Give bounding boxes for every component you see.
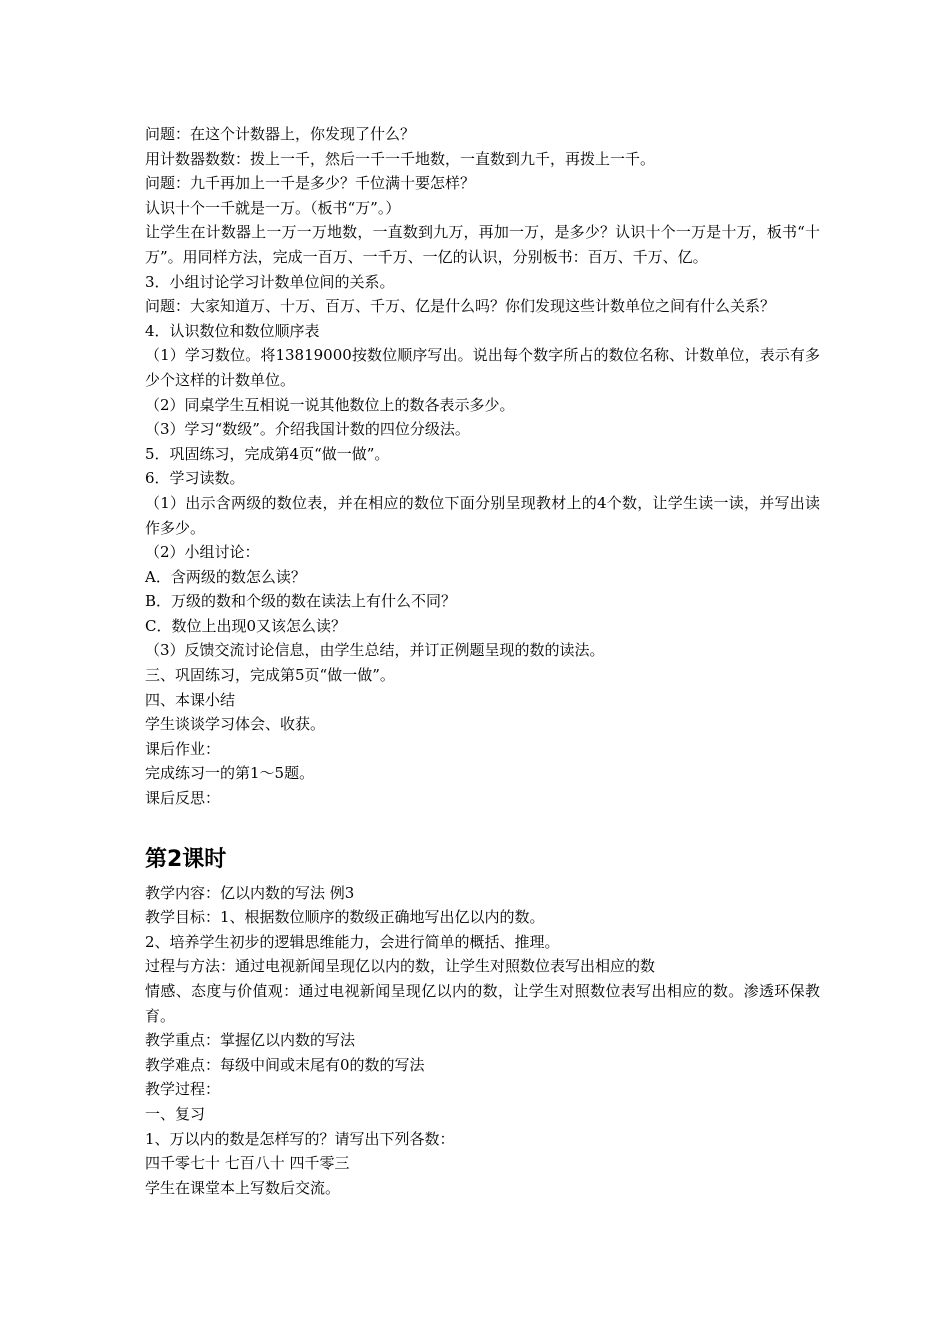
text-line: （3）反馈交流讨论信息，由学生总结，并订正例题呈现的数的读法。 (145, 641, 605, 660)
text-line: 4．认识数位和数位顺序表 (145, 321, 320, 340)
text-line: 学生在课堂本上写数后交流。 (145, 1178, 341, 1197)
text-line: 四千零七十 七百八十 四千零三 (145, 1154, 350, 1173)
text-line: 问题：在这个计数器上，你发现了什么？ (145, 125, 416, 143)
text-line: 三、巩固练习，完成第5页“做一做”。 (145, 666, 395, 685)
text-line: 完成练习一的第1～5题。 (145, 764, 315, 783)
text-line: 课后反思： (145, 789, 221, 808)
text-line: 认识十个一千就是一万。（板书“万”。） (145, 198, 401, 217)
lesson-heading: 第2课时 (145, 846, 227, 872)
text-line: 问题：九千再加上一千是多少？千位满十要怎样？ (145, 174, 476, 193)
text-line: 一、复习 (145, 1104, 206, 1123)
text-line: （1）出示含两级的数位表，并在相应的数位下面分别呈现教材上的4个数，让学生读一读，并写出读作多少。 (145, 493, 820, 537)
text-line: 情感、态度与价值观：通过电视新闻呈现亿以内的数，让学生对照数位表写出相应的数。渗透环保教育。 (145, 982, 820, 1025)
text-line: 教学内容：亿以内数的写法 例3 (145, 883, 355, 902)
text-line: （1）学习数位。将13819000按数位顺序写出。说出每个数字所占的数位名称、计数单位，表示有多少个这样的计数单位。 (145, 346, 820, 389)
text-line: 课后作业： (145, 739, 221, 758)
text-line: 教学过程： (145, 1080, 221, 1099)
text-line: 问题：大家知道万、十万、百万、千万、亿是什么吗？你们发现这些计数单位之间有什么关系？ (145, 297, 776, 316)
text-line: 3．小组讨论学习计数单位间的关系。 (145, 272, 395, 291)
text-line: 6．学习读数。 (145, 469, 245, 488)
text-line: 四、本课小结 (145, 690, 236, 709)
text-line: （3）学习“数级”。介绍我国计数的四位分级法。 (145, 420, 470, 439)
text-line: 让学生在计数器上一万一万地数，一直数到九万，再加一万，是多少？认识十个一万是十万，板书“十万”。用同样方法，完成一百万、一千万、一亿的认识，分别板书：百万、千万、亿。 (145, 223, 820, 266)
text-line: 过程与方法：通过电视新闻呈现亿以内的数，让学生对照数位表写出相应的数 (145, 957, 656, 976)
text-line: 5．巩固练习，完成第4页“做一做”。 (145, 444, 390, 463)
document-body (145, 122, 820, 1200)
text-line: 教学目标：1、根据数位顺序的数级正确地写出亿以内的数。 (145, 908, 545, 927)
text-line: 教学重点：掌握亿以内数的写法 (145, 1031, 356, 1050)
text-line: B．万级的数和个级的数在读法上有什么不同？ (145, 592, 457, 611)
text-line: 学生谈谈学习体会、收获。 (145, 715, 326, 734)
text-line: A．含两级的数怎么读？ (145, 567, 306, 586)
text-line: 2、培养学生初步的逻辑思维能力，会进行简单的概括、推理。 (145, 932, 560, 951)
text-line: 教学难点：每级中间或末尾有0的数的写法 (145, 1055, 425, 1074)
text-line: 1、万以内的数是怎样写的？请写出下列各数： (145, 1129, 455, 1148)
text-line: 用计数器数数：拨上一千，然后一千一千地数，一直数到九千，再拨上一千。 (145, 149, 656, 168)
text-line: （2）小组讨论： (145, 543, 260, 562)
text-line: （2）同桌学生互相说一说其他数位上的数各表示多少。 (145, 395, 515, 414)
text-line: C．数位上出现0又该怎么读？ (145, 616, 347, 635)
